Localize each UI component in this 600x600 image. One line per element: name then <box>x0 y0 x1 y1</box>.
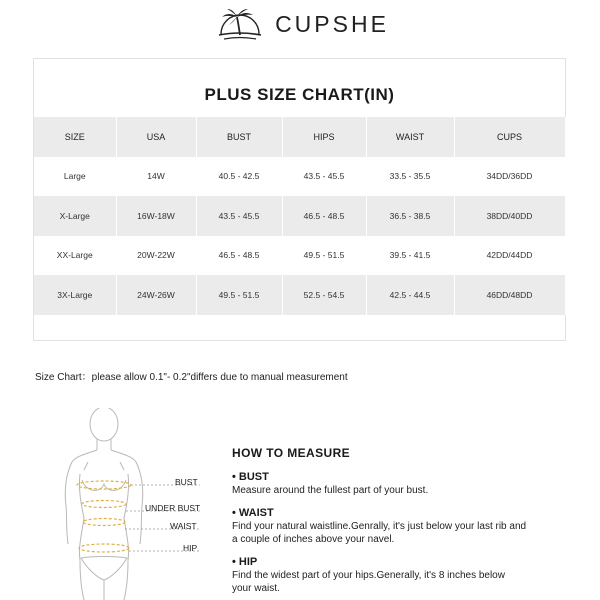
brand-name: CUPSHE <box>275 10 389 37</box>
figure-label-under-bust: UNDER BUST <box>145 503 201 513</box>
cell-waist: 33.5 - 35.5 <box>366 157 454 197</box>
measure-heading: • BUST <box>232 471 269 483</box>
size-table <box>34 117 566 315</box>
cell-size: Large <box>34 157 116 197</box>
measure-heading: • HIP <box>232 556 258 568</box>
col-header-hips: HIPS <box>282 117 366 157</box>
measure-item-hip <box>232 555 572 595</box>
measurement-note: Size Chart：please allow 0.1"- 0.2"differs due to manual measurement <box>35 372 348 383</box>
cell-bust: 40.5 - 42.5 <box>196 157 282 197</box>
table-row <box>34 236 565 276</box>
figure-label-waist: WAIST <box>170 521 197 531</box>
cell-cups: 46DD/48DD <box>454 275 565 315</box>
measure-description: Find your natural waistline.Genrally, it's just below your last rib and a couple of inches above your navel. <box>232 521 527 545</box>
measure-item-bust <box>232 470 572 497</box>
size-chart-card <box>33 58 566 341</box>
cell-bust: 49.5 - 51.5 <box>196 275 282 315</box>
cell-hips: 52.5 - 54.5 <box>282 275 366 315</box>
cell-size: 3X-Large <box>34 275 116 315</box>
cell-hips: 46.5 - 48.5 <box>282 196 366 236</box>
palm-tree-logo-icon <box>211 4 269 44</box>
cell-waist: 36.5 - 38.5 <box>366 196 454 236</box>
cell-bust: 43.5 - 45.5 <box>196 196 282 236</box>
col-header-waist: WAIST <box>366 117 454 157</box>
cell-usa: 20W-22W <box>116 236 196 276</box>
measure-description: Measure around the fullest part of your bust. <box>232 485 429 496</box>
cell-waist: 42.5 - 44.5 <box>366 275 454 315</box>
col-header-usa: USA <box>116 117 196 157</box>
cell-waist: 39.5 - 41.5 <box>366 236 454 276</box>
measure-heading: • WAIST <box>232 507 274 519</box>
col-header-size: SIZE <box>34 117 116 157</box>
cell-cups: 42DD/44DD <box>454 236 565 276</box>
table-row <box>34 275 565 315</box>
cell-bust: 46.5 - 48.5 <box>196 236 282 276</box>
cell-size: X-Large <box>34 196 116 236</box>
table-row <box>34 157 565 197</box>
table-row <box>34 196 565 236</box>
cell-hips: 49.5 - 51.5 <box>282 236 366 276</box>
cell-usa: 14W <box>116 157 196 197</box>
cell-cups: 34DD/36DD <box>454 157 565 197</box>
chart-title: PLUS SIZE CHART(IN) <box>204 85 395 104</box>
cell-usa: 16W-18W <box>116 196 196 236</box>
cell-usa: 24W-26W <box>116 275 196 315</box>
figure-label-bust: BUST <box>175 477 198 487</box>
brand-header <box>0 4 600 44</box>
cell-cups: 38DD/40DD <box>454 196 565 236</box>
measure-description: Find the widest part of your hips.Generally, it's 8 inches below your waist. <box>232 570 505 594</box>
cell-hips: 43.5 - 45.5 <box>282 157 366 197</box>
how-to-measure-section <box>232 446 572 600</box>
table-header-row <box>34 117 565 157</box>
cell-size: XX-Large <box>34 236 116 276</box>
how-to-measure-title: HOW TO MEASURE <box>232 446 351 460</box>
figure-label-hip: HIP <box>183 543 198 553</box>
measure-item-waist <box>232 506 572 546</box>
col-header-cups: CUPS <box>454 117 565 157</box>
col-header-bust: BUST <box>196 117 282 157</box>
